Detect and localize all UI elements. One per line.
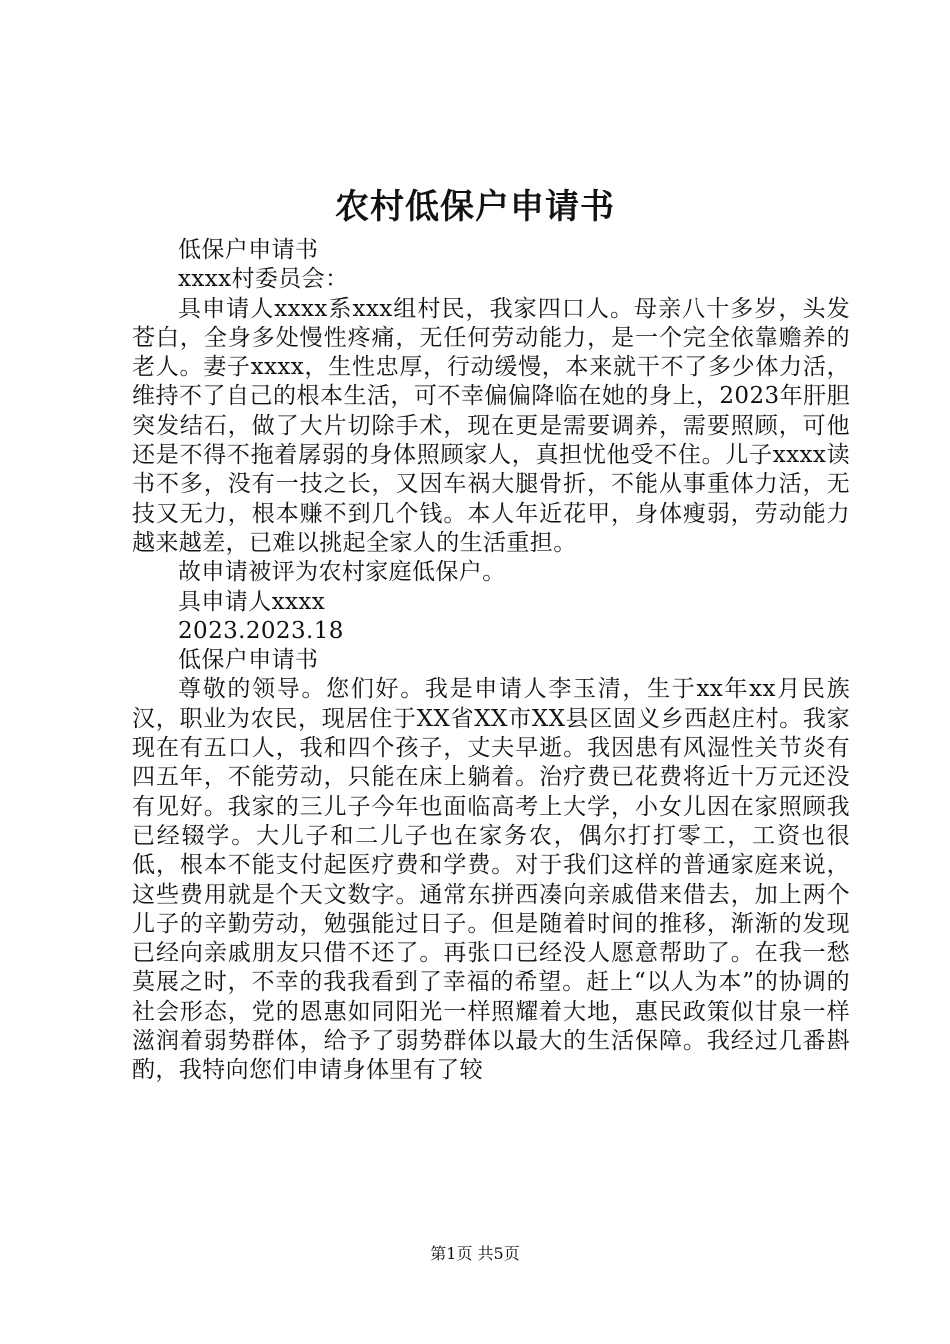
signature-applicant: 具申请人xxxx [178, 588, 326, 615]
document-title: 农村低保户申请书 [335, 187, 615, 227]
body-paragraph-family-situation: 具申请人xxxx系xxx组村民，我家四口人。母亲八十多岁，头发苍白，全身多处慢性疼痛，无任何劳动能力，是一个完全依靠赡养的老人。妻子xxxx，生性忠厚，行动缓慢，本来就干不了多少体力活，维持不了自己的根本生活，可不幸偏偏降临在她的身上，2023年肝胆突发结石，做了大片切除手术，现在更是需要调养，需要照顾，可他还是不得不拖着孱弱的身体照顾家人，真担忧他受不住。儿子xxxx读书不多，没有一技之长，又因车祸大腿骨折，不能从事重体力活，无技又无力，根本赚不到几个钱。本人年近花甲，身体瘦弱，劳动能力越来越差，已难以挑起全家人的生活重担。 [132, 295, 850, 556]
page-number-footer: 第1页 共5页 [430, 1244, 520, 1263]
body-paragraph-second-application: 尊敬的领导。您们好。我是申请人李玉清，生于xx年xx月民族汉，职业为农民，现居住于XX省XX市XX县区固义乡西赵庄村。我家现在有五口人，我和四个孩子，丈夫早逝。我因患有风湿性关节炎有四五年，不能劳动，只能在床上躺着。治疗费已花费将近十万元还没有见好。我家的三儿子今年也面临高考上大学，小女儿因在家照顾我已经辍学。大儿子和二儿子也在家务农，偶尔打打零工，工资也很低，根本不能支付起医疗费和学费。对于我们这样的普通家庭来说，这些费用就是个天文数字。通常东拼西凑向亲戚借来借去，加上两个儿子的辛勤劳动，勉强能过日子。但是随着时间的推移，渐渐的发现已经向亲戚朋友只借不还了。再张口已经没人愿意帮助了。在我一愁莫展之时，不幸的我我看到了幸福的希望。赶上“以人为本”的协调的社会形态，党的恩惠如同阳光一样照耀着大地，惠民政策似甘泉一样滋润着弱势群体，给予了弱势群体以最大的生活保障。我经过几番斟酌，我特向您们申请身体里有了较 [132, 676, 850, 1084]
signature-date: 2023.2023.18 [178, 617, 344, 644]
body-paragraph-request: 故申请被评为农村家庭低保户。 [178, 559, 506, 586]
heading-line-low-income-application: 低保户申请书 [178, 237, 319, 263]
heading-line-second-application: 低保户申请书 [178, 647, 319, 674]
salutation-village-committee: xxxx村委员会： [178, 266, 349, 293]
document-body [132, 236, 850, 1086]
